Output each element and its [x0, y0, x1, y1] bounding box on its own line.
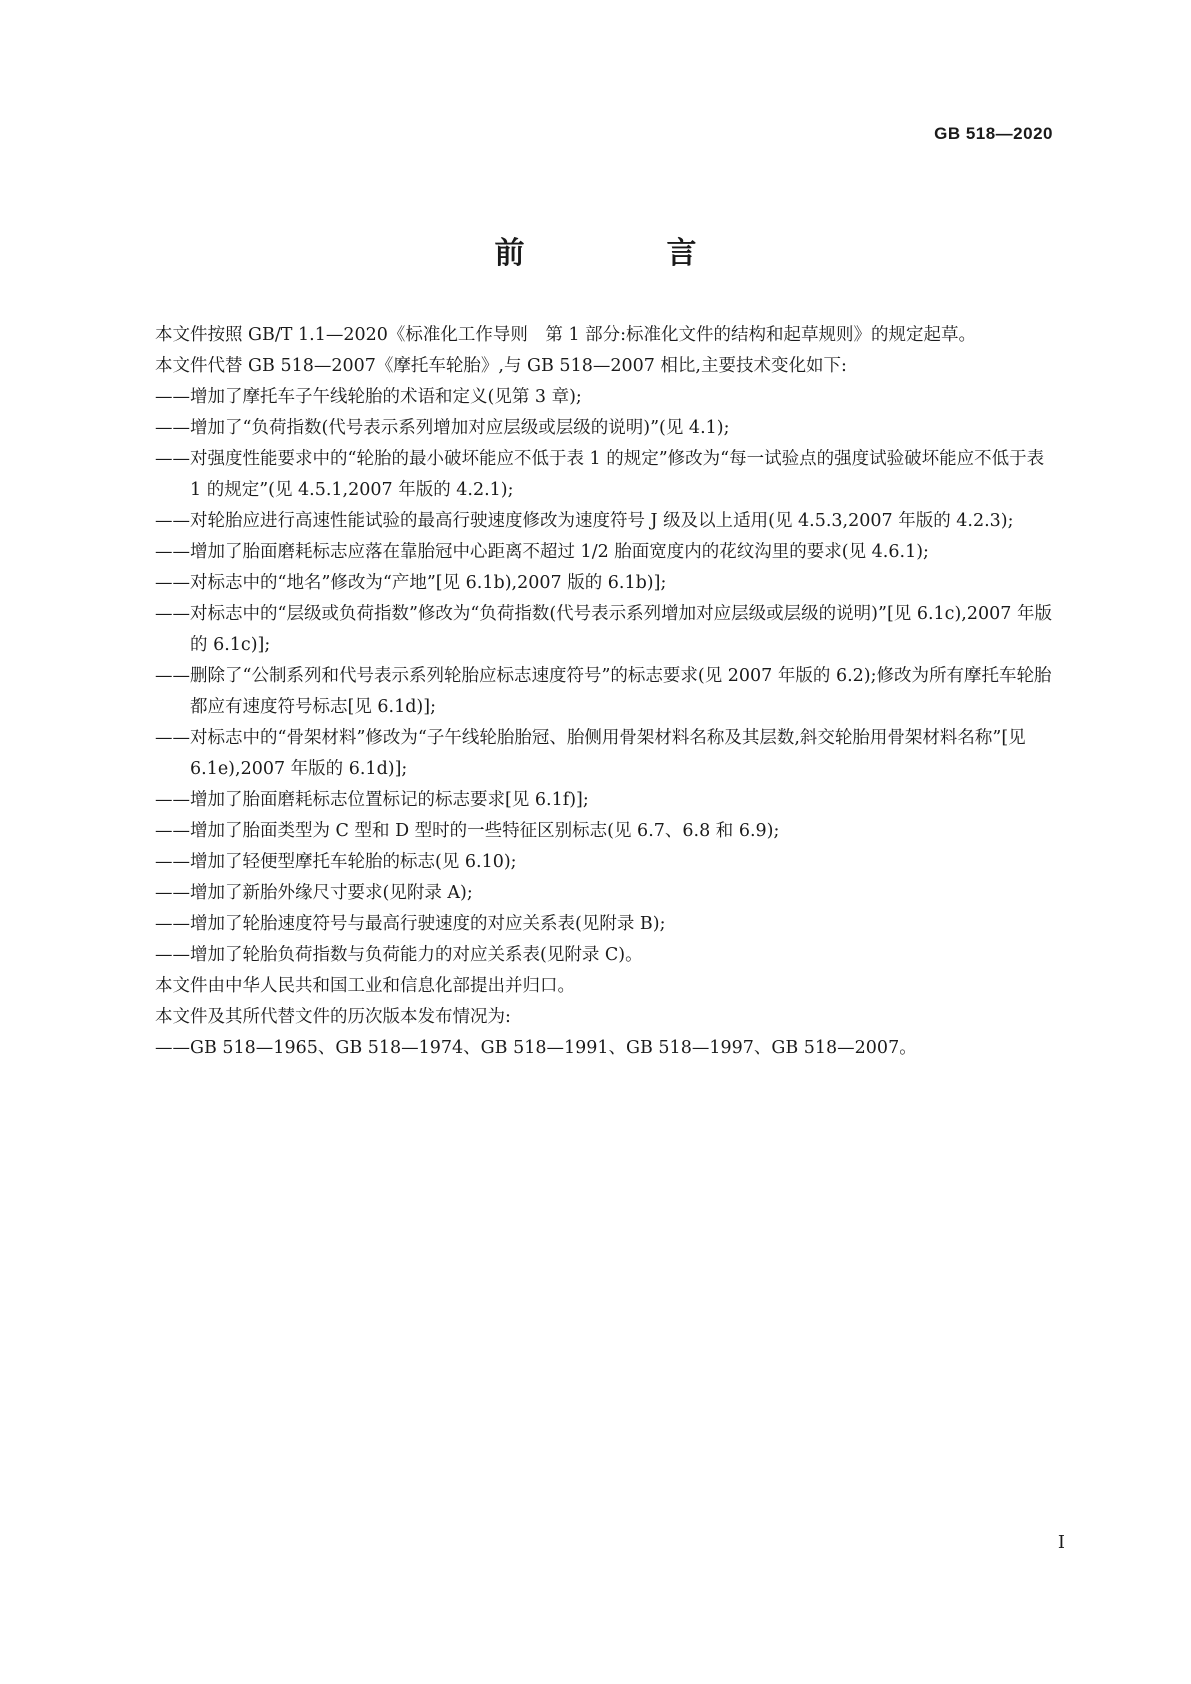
- change-item: ——对强度性能要求中的“轮胎的最小破坏能应不低于表 1 的规定”修改为“每一试验点的强度试验破坏能应不低于表 1 的规定”(见 4.5.1,2007 年版的 4.2.1);: [155, 449, 1045, 500]
- change-item: ——增加了胎面磨耗标志位置标记的标志要求[见 6.1f)];: [155, 790, 589, 810]
- standard-code: GB 518—2020: [934, 124, 1053, 143]
- paragraph-version-history: 本文件及其所代替文件的历次版本发布情况为:: [155, 1007, 511, 1027]
- version-list: ——GB 518—1965、GB 518—1974、GB 518—1991、GB 518—1997、GB 518—2007。: [155, 1038, 917, 1058]
- change-item: ——增加了轮胎负荷指数与负荷能力的对应关系表(见附录 C)。: [155, 945, 643, 965]
- change-item: ——增加了“负荷指数(代号表示系列增加对应层级或层级的说明)”(见 4.1);: [155, 418, 730, 438]
- change-item: ——增加了摩托车子午线轮胎的术语和定义(见第 3 章);: [155, 387, 582, 407]
- change-item: ——增加了轻便型摩托车轮胎的标志(见 6.10);: [155, 852, 517, 872]
- page-number: I: [1057, 1532, 1065, 1553]
- page-title: 前 言: [494, 236, 753, 271]
- change-item: ——增加了胎面磨耗标志应落在靠胎冠中心距离不超过 1/2 胎面宽度内的花纹沟里的要求(见 4.6.1);: [155, 542, 929, 562]
- paragraph-proposer: 本文件由中华人民共和国工业和信息化部提出并归口。: [155, 976, 575, 996]
- foreword-body: [120, 320, 1060, 1064]
- paragraph-drafting-rules: 本文件按照 GB/T 1.1—2020《标准化工作导则 第 1 部分:标准化文件的结构和起草规则》的规定起草。: [155, 325, 977, 345]
- change-item: ——增加了胎面类型为 C 型和 D 型时的一些特征区别标志(见 6.7、6.8 和 6.9);: [155, 821, 780, 841]
- change-item: ——对标志中的“地名”修改为“产地”[见 6.1b),2007 版的 6.1b)];: [155, 573, 667, 593]
- change-item: ——对标志中的“骨架材料”修改为“子午线轮胎胎冠、胎侧用骨架材料名称及其层数,斜交轮胎用骨架材料名称”[见 6.1e),2007 年版的 6.1d)];: [155, 728, 1026, 779]
- paragraph-replacement: 本文件代替 GB 518—2007《摩托车轮胎》,与 GB 518—2007 相比,主要技术变化如下:: [155, 356, 847, 376]
- change-item: ——增加了轮胎速度符号与最高行驶速度的对应关系表(见附录 B);: [155, 914, 666, 934]
- change-item: ——增加了新胎外缘尺寸要求(见附录 A);: [155, 883, 473, 903]
- change-item: ——对标志中的“层级或负荷指数”修改为“负荷指数(代号表示系列增加对应层级或层级的说明)”[见 6.1c),2007 年版的 6.1c)];: [155, 604, 1052, 655]
- change-item: ——对轮胎应进行高速性能试验的最高行驶速度修改为速度符号 J 级及以上适用(见 4.5.3,2007 年版的 4.2.3);: [155, 511, 1014, 531]
- change-item: ——删除了“公制系列和代号表示系列轮胎应标志速度符号”的标志要求(见 2007 年版的 6.2);修改为所有摩托车轮胎都应有速度符号标志[见 6.1d)];: [155, 666, 1052, 717]
